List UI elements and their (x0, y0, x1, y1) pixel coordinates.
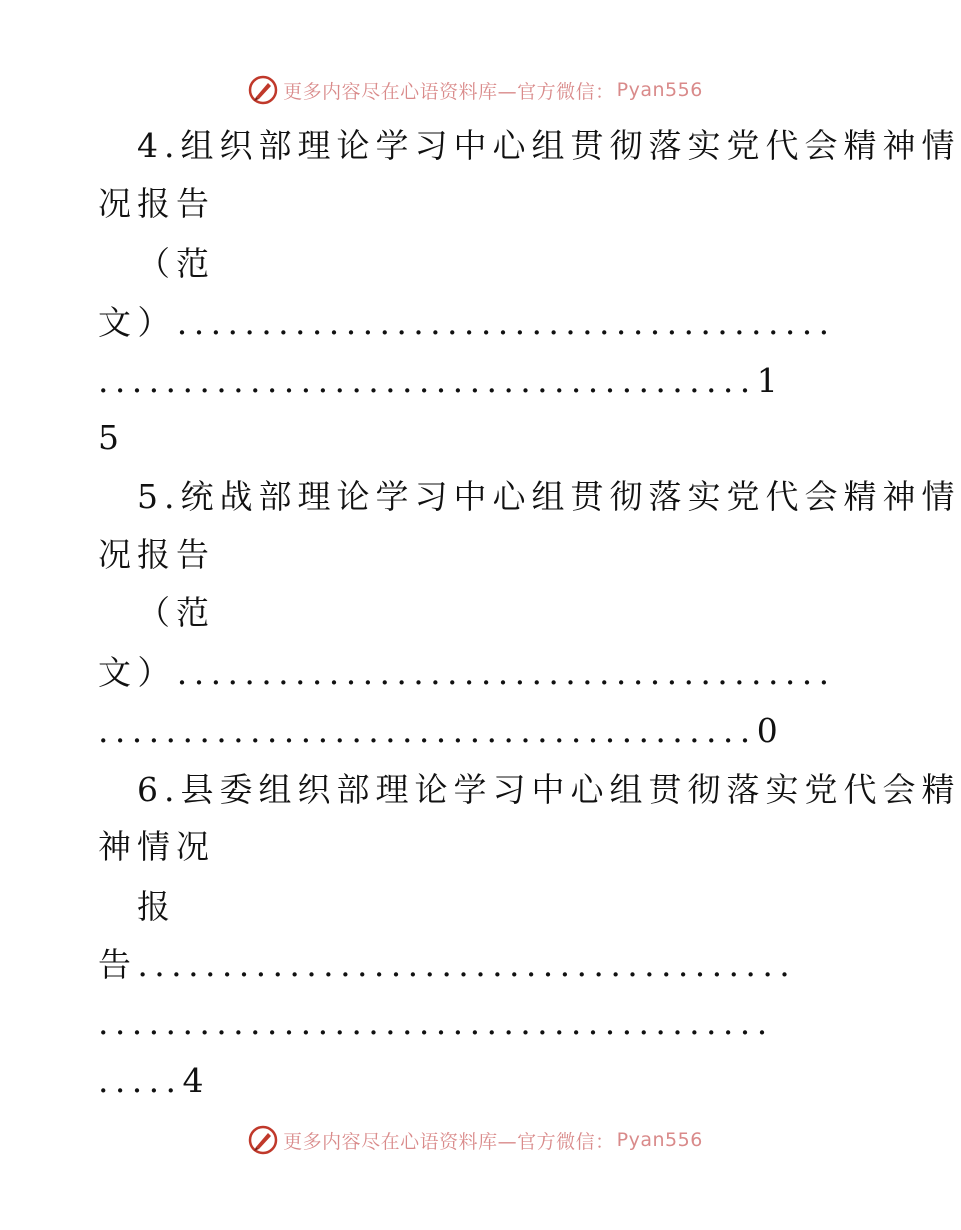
toc-entry-6-title-line-1: 6.县委组织部理论学习中心组贯彻落实党代会精 (137, 770, 961, 809)
toc-entry-6-leader-line-3: .....4 (98, 1061, 210, 1100)
banner-text: 更多内容尽在心语资料库—官方微信： (283, 80, 615, 103)
toc-entry-4-page-number: 5 (98, 418, 119, 457)
banner-wechat-id: Pyan556 (616, 1129, 703, 1151)
toc-entry-5-title-line-3: （范 (137, 593, 215, 632)
toc-entry-5-title-line-1: 5.统战部理论学习中心组贯彻落实党代会精神情 (137, 477, 961, 516)
toc-entry-4-leader-line-2: .......................................1 (98, 361, 785, 400)
toc-entry-5-leader-line-2: .......................................0 (98, 711, 785, 750)
toc-entry-6-leader-line-1: 告....................................... (98, 945, 797, 984)
toc-entry-4-title-line-3: （范 (137, 244, 215, 283)
toc-entry-6-title-line-2: 神情况 (98, 827, 215, 866)
pen-logo-icon (247, 1124, 279, 1156)
toc-entry-5-title-line-2: 况报告 (98, 535, 215, 574)
pen-logo-icon (247, 74, 279, 106)
footer-watermark-banner (0, 1120, 950, 1160)
banner-text: 更多内容尽在心语资料库—官方微信： (283, 1130, 615, 1153)
toc-entry-4-leader-line-1: 文）....................................... (98, 303, 836, 342)
toc-entry-6-leader-line-2: ........................................ (98, 1003, 774, 1042)
toc-entry-6-title-line-3: 报 (137, 887, 176, 926)
header-watermark-banner (0, 70, 950, 110)
toc-entry-5-leader-line-1: 文）....................................... (98, 653, 836, 692)
toc-entry-4-title-line-2: 况报告 (98, 184, 215, 223)
banner-wechat-id: Pyan556 (616, 79, 703, 101)
toc-entry-4-title-line-1: 4.组织部理论学习中心组贯彻落实党代会精神情 (137, 126, 961, 165)
